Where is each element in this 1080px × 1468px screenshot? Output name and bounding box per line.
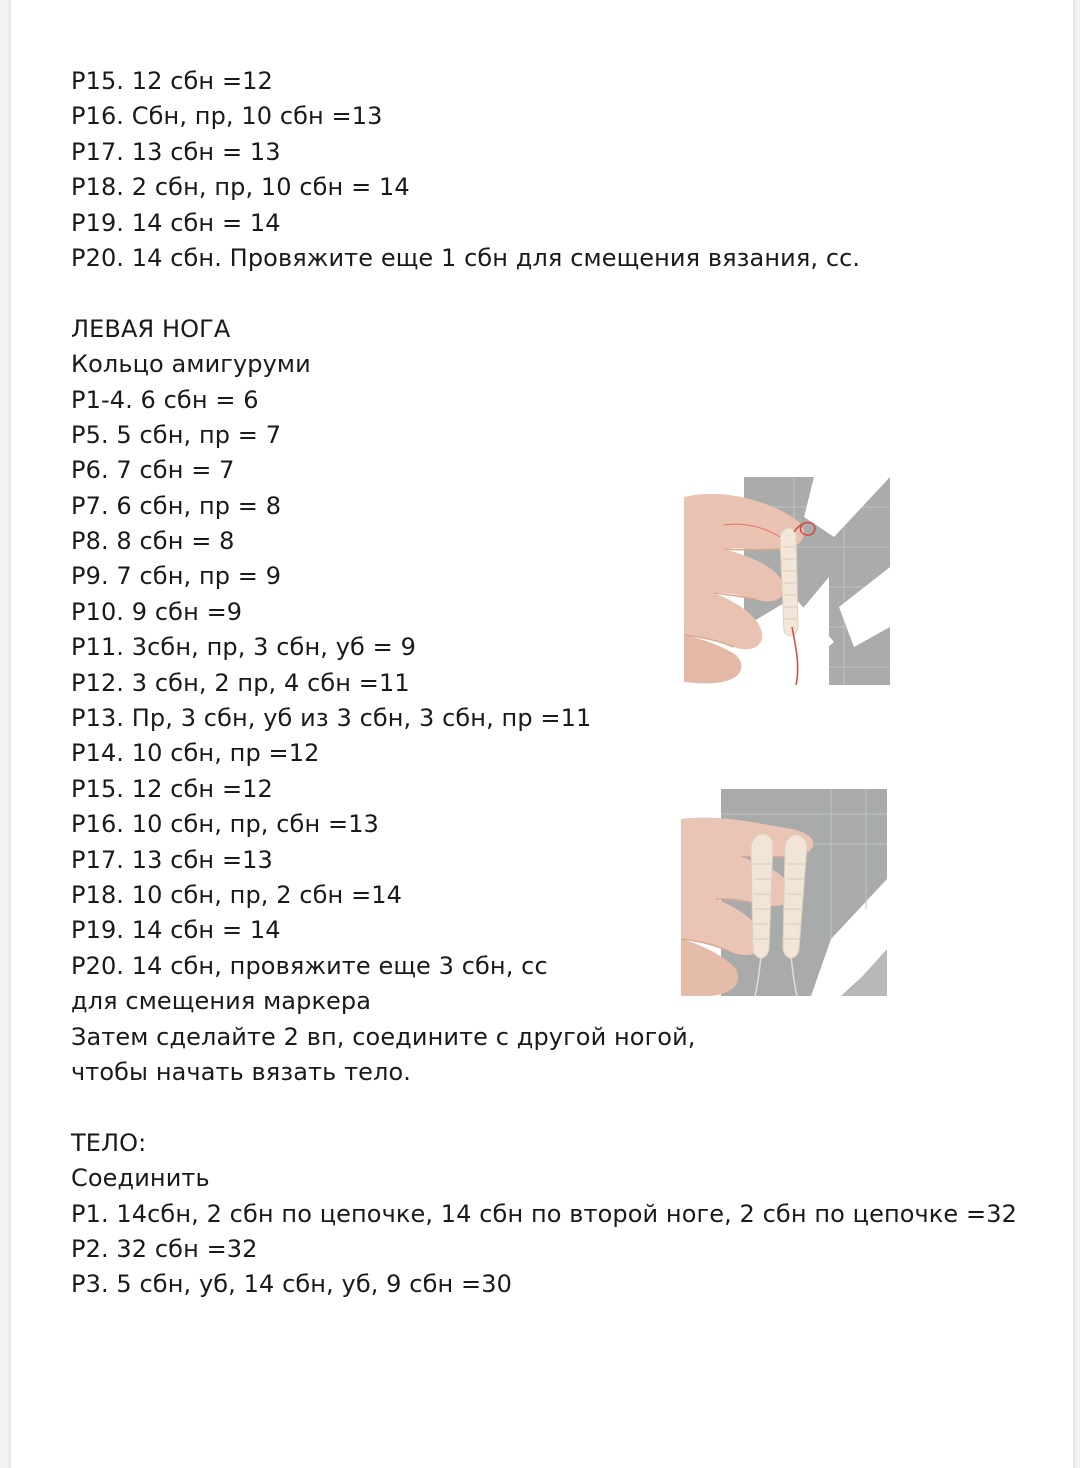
pattern-row: Р19. 14 сбн = 14 [71,208,281,237]
pattern-row: Затем сделайте 2 вп, соедините с другой ногой, [71,1022,696,1051]
pattern-row: Р19. 14 сбн = 14 [71,916,281,945]
leg-photo-2 [681,789,887,996]
pattern-row: Р16. 10 сбн, пр, сбн =13 [71,810,379,839]
pattern-row: Р9. 7 сбн, пр = 9 [71,562,282,591]
pattern-row: Р15. 12 сбн =12 [71,67,273,95]
pattern-row: Р13. Пр, 3 сбн, уб из 3 сбн, 3 сбн, пр =11 [71,704,592,733]
pattern-row: Р8. 8 сбн = 8 [71,527,235,556]
pattern-row: Р1-4. 6 сбн = 6 [71,385,259,414]
pattern-row: Р16. Сбн, пр, 10 сбн =13 [71,102,383,131]
pattern-row: для смещения маркера [71,987,372,1016]
body-section [71,1126,1031,1303]
pattern-row: Р1. 14сбн, 2 сбн по цепочке, 14 сбн по второй ноге, 2 сбн по цепочке =32 [71,1199,1017,1228]
pattern-row: Р20. 14 сбн, провяжите еще 3 сбн, сс [71,951,548,980]
pattern-row: Р2. 32 сбн =32 [71,1234,258,1263]
pattern-row: Р18. 2 сбн, пр, 10 сбн = 14 [71,173,410,202]
pattern-row: Р15. 12 сбн =12 [71,774,273,803]
spacer [71,276,1031,311]
pattern-row: Р5. 5 сбн, пр = 7 [71,420,282,449]
pattern-row: Р17. 13 сбн = 13 [71,137,281,166]
section-title: ЛЕВАЯ НОГА [71,314,231,343]
pattern-row: Р17. 13 сбн =13 [71,845,273,874]
section-subtitle: Кольцо амигуруми [71,350,311,379]
pattern-row: Р7. 6 сбн, пр = 8 [71,491,282,520]
pattern-row: Р12. 3 сбн, 2 пр, 4 сбн =11 [71,668,410,697]
pattern-row: Р10. 9 сбн =9 [71,597,243,626]
pattern-row: Р18. 10 сбн, пр, 2 сбн =14 [71,880,403,909]
spacer [71,1090,1031,1125]
document-page [10,0,1074,1468]
pattern-row: Р3. 5 сбн, уб, 14 сбн, уб, 9 сбн =30 [71,1270,512,1299]
pattern-row: Р6. 7 сбн = 7 [71,456,235,485]
left-leg-section [71,312,1031,1091]
pattern-row: чтобы начать вязать тело. [71,1057,411,1086]
pattern-row: Р20. 14 сбн. Провяжите еще 1 сбн для смещения вязания, сс. [71,243,861,272]
pattern-row: Р14. 10 сбн, пр =12 [71,739,320,768]
pattern-row: Р11. 3сбн, пр, 3 сбн, уб = 9 [71,633,416,662]
leg-photo-1 [684,477,890,685]
top-rows-section [71,64,1031,276]
section-title: ТЕЛО: [71,1128,147,1157]
section-subtitle: Соединить [71,1164,210,1193]
